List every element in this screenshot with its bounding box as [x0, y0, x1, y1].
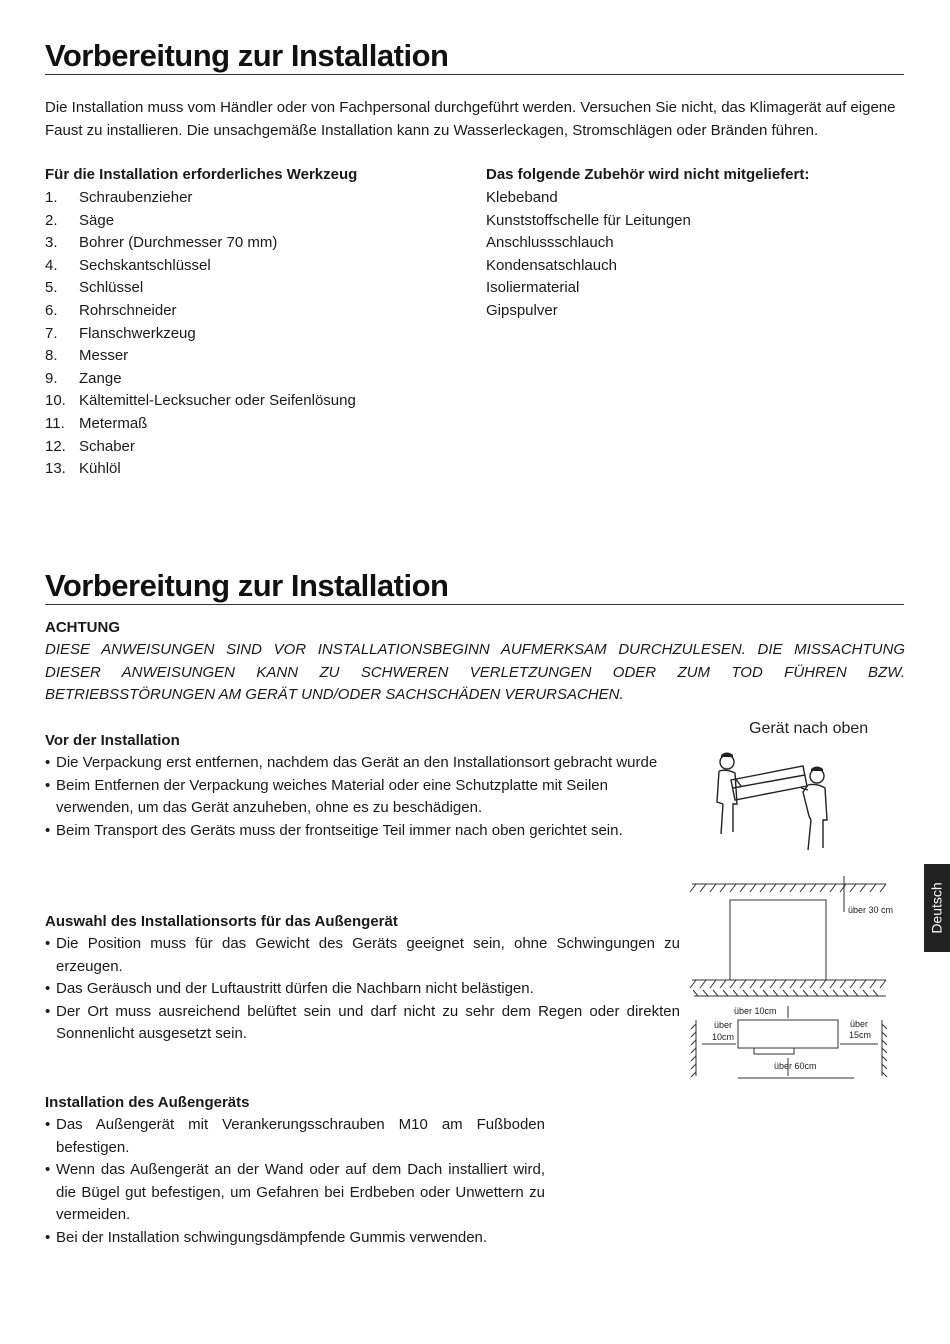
figure-caption: Gerät nach oben: [749, 720, 869, 737]
list-item: • Beim Transport des Geräts muss der frontseitige Teil immer nach oben gerichtet sein.: [45, 820, 685, 843]
list-item: 2. Säge: [45, 211, 115, 229]
carrying-figure: [705, 744, 835, 854]
list-item: 10. Kältemittel-Lecksucher oder Seifenlösung: [45, 392, 356, 410]
list-item: 8. Messer: [45, 347, 129, 365]
list-item: 1. Schraubenzieher: [45, 189, 193, 206]
clearance-left-label-2: 10cm: [712, 1032, 735, 1042]
list-item: Kondensatschlauch: [486, 256, 617, 274]
clearance-right-label-2: 15cm: [849, 1030, 872, 1040]
list-item: • Beim Entfernen der Verpackung weiches Material oder eine Schutzplatte mit Seilen verwenden, um das Gerät anzuheben, ohne es zu beschädigen.: [45, 775, 685, 820]
outdoor-list: [45, 1114, 545, 1250]
before-list: [45, 752, 685, 842]
location-list: [45, 933, 680, 1046]
intro-paragraph: Die Installation muss vom Händler oder von Fachpersonal durchgeführt werden. Versuchen Sie nicht, das Klimagerät auf eigene Faust zu installieren. Die unsachgemäße Installation kann zu Wasserleckagen, Stromschlägen oder Bränden führen.: [45, 99, 896, 139]
clearance-top-label: über 30 cm: [848, 905, 894, 915]
list-item: Gipspulver: [486, 301, 558, 319]
list-item: Klebeband: [486, 189, 558, 206]
list-item: 3. Bohrer (Durchmesser 70 mm): [45, 234, 278, 252]
tools-list: [45, 187, 445, 481]
list-item: 5. Schlüssel: [45, 279, 144, 297]
list-item: 9. Zange: [45, 369, 122, 387]
tools-heading: Für die Installation erforderliches Werkzeug: [45, 166, 358, 183]
title-rule: [45, 74, 904, 75]
list-item: 4. Sechskantschlüssel: [45, 256, 211, 274]
list-item: 7. Flanschwerkzeug: [45, 324, 196, 342]
caution-text: DIESE ANWEISUNGEN SIND VOR INSTALLATIONSBEGINN AUFMERKSAM DURCHZULESEN. DIE MISSACHTUNG DIESER ANWEISUNGEN KANN ZU SCHWEREN VERLETZUNGEN ODER ZUM TOD FÜHREN BZW. BETRIEBSSTÖRUNGEN AM GERÄT UND/ODER SACHSCHÄDEN VERURSACHEN.: [45, 641, 905, 704]
language-tab-label: Deutsch: [929, 882, 946, 934]
list-item: • Wenn das Außengerät an der Wand oder auf dem Dach installiert wird, die Bügel gut befestigen, um Gefahren bei Erdbeben oder Unwettern zu vermeiden.: [45, 1159, 545, 1227]
location-heading: Auswahl des Installationsorts für das Außengerät: [45, 913, 398, 930]
list-item: Kunststoffschelle für Leitungen: [486, 211, 691, 229]
list-item: 13. Kühlöl: [45, 460, 121, 478]
accessories-heading: Das folgende Zubehör wird nicht mitgeliefert:: [486, 166, 810, 183]
clearance-right-label-1: über: [850, 1019, 869, 1029]
list-item: • Das Geräusch und der Luftaustritt dürfen die Nachbarn nicht belästigen.: [45, 978, 680, 1001]
caution-heading: ACHTUNG: [45, 619, 120, 636]
accessories-list: [486, 187, 886, 323]
list-item: Anschlussschlauch: [486, 234, 614, 252]
list-item: 12. Schaber: [45, 437, 135, 455]
list-item: • Die Verpackung erst entfernen, nachdem das Gerät an den Installationsort gebracht wurde: [45, 752, 685, 775]
list-item: Isoliermaterial: [486, 279, 580, 297]
clearance-above-label: über 10cm: [734, 1006, 777, 1016]
page-title: Vorbereitung zur Installation: [45, 38, 449, 73]
list-item: • Der Ort muss ausreichend belüftet sein und darf nicht zu sehr dem Regen oder direkten Sonnenlicht ausgesetzt sein.: [45, 1001, 680, 1046]
clearance-diagram: [688, 872, 894, 1082]
language-tab: [924, 864, 950, 952]
list-item: 11. Metermaß: [45, 414, 148, 432]
list-item: • Das Außengerät mit Verankerungsschrauben M10 am Fußboden befestigen.: [45, 1114, 545, 1159]
before-heading: Vor der Installation: [45, 732, 180, 749]
section-rule: [45, 604, 904, 605]
list-item: • Bei der Installation schwingungsdämpfende Gummis verwenden.: [45, 1227, 545, 1250]
section-title: Vorbereitung zur Installation: [45, 568, 449, 603]
outdoor-heading: Installation des Außengeräts: [45, 1094, 250, 1111]
clearance-front-label: über 60cm: [774, 1061, 817, 1071]
list-item: • Die Position muss für das Gewicht des Geräts geeignet sein, ohne Schwingungen zu erzeugen.: [45, 933, 680, 978]
clearance-left-label-1: über: [714, 1020, 733, 1030]
list-item: 6. Rohrschneider: [45, 301, 177, 319]
